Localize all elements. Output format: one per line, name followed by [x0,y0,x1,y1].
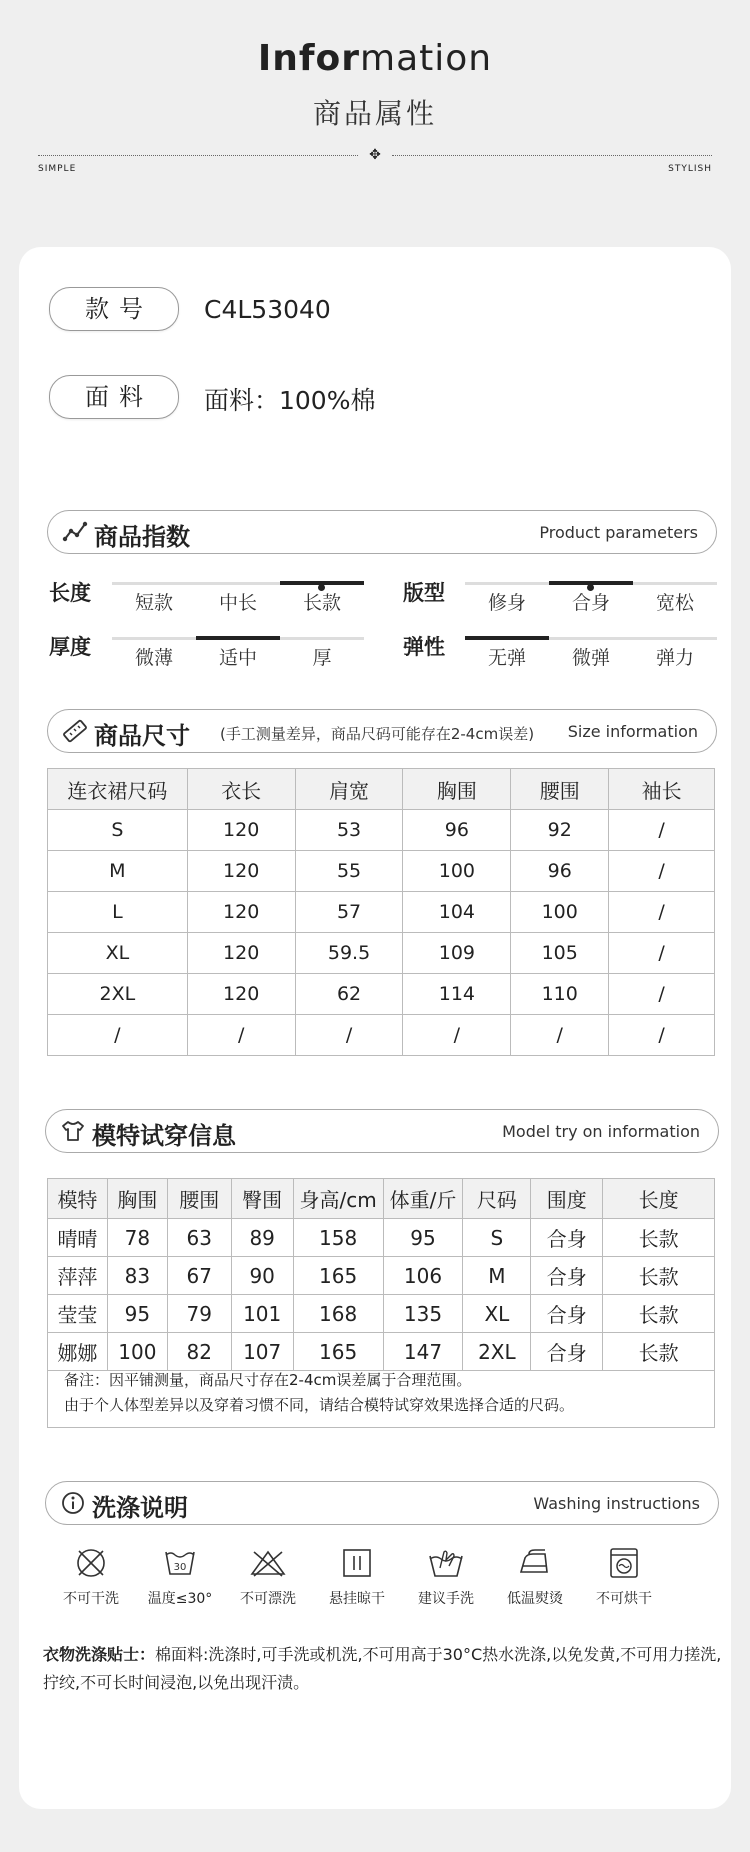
table-cell: 83 [107,1257,167,1295]
table-cell: 79 [167,1295,231,1333]
size-table-header [48,769,715,810]
style-number-value: C4L53040 [204,295,331,324]
wash-tips [43,1641,733,1697]
table-cell: 114 [403,974,511,1015]
table-cell: S [463,1219,531,1257]
table-cell: 120 [187,933,295,974]
model-header-height: 身高/cm [293,1179,383,1219]
cross-ornament-icon: ✥ [369,147,381,163]
elasticity-option-none: 无弹 [487,647,526,669]
model-info-header [45,1109,719,1153]
model-note-line-2: 由于个人体型差异以及穿着习惯不同，请结合模特试穿效果选择合适的尺码。 [64,1396,575,1414]
wash-label: 温度≤30° [147,1591,213,1607]
table-cell: 82 [167,1333,231,1371]
table-cell: XL [48,933,188,974]
table-cell: / [295,1015,403,1056]
model-header-name: 模特 [48,1179,108,1219]
table-cell: 135 [383,1295,463,1333]
thickness-label: 厚度 [49,635,91,659]
divider-right [392,155,712,156]
low-iron-icon [515,1546,555,1580]
ruler-icon [62,718,88,744]
thickness-bar-1-selected [196,636,280,640]
table-cell: 158 [293,1219,383,1257]
thickness-bar-0 [112,637,196,640]
size-header-waist: 腰围 [511,769,609,810]
table-cell: 100 [511,892,609,933]
thickness-option-thick: 厚 [312,647,332,669]
wash-label: 悬挂晾干 [329,1591,385,1607]
table-cell: 120 [187,810,295,851]
elasticity-bar-2 [633,637,717,640]
table-row [48,810,715,851]
size-info-header [47,709,717,753]
fabric-label: 面料 [49,375,179,419]
table-cell: M [463,1257,531,1295]
fit-bar-0 [465,582,549,585]
table-cell: 78 [107,1219,167,1257]
header-title-bold: Infor [257,38,361,79]
table-cell: 168 [293,1295,383,1333]
no-bleach-icon [248,1546,288,1580]
table-cell: 55 [295,851,403,892]
product-index-header [47,510,717,554]
length-option-short: 短款 [134,592,173,614]
length-option-medium: 中长 [218,592,257,614]
washing-title: 洗涤说明 [92,1494,188,1522]
model-header-length: 长度 [603,1179,715,1219]
size-info-title: 商品尺寸 [94,722,190,750]
length-bar-1 [196,582,280,585]
length-bar-0 [112,582,196,585]
table-cell: / [609,892,715,933]
size-info-en: Size information [567,722,698,741]
wash-item-no-bleach [226,1546,310,1608]
stylish-tag: STYLISH [668,164,712,174]
table-row [48,1295,715,1333]
line-chart-icon [62,519,88,545]
table-cell: / [609,851,715,892]
thickness-option-thin: 微薄 [134,647,173,669]
table-cell: 53 [295,810,403,851]
table-cell: 100 [403,851,511,892]
table-row [48,1257,715,1295]
elasticity-label: 弹性 [403,635,445,659]
fit-bar-2 [633,582,717,585]
table-cell: 104 [403,892,511,933]
table-cell: / [187,1015,295,1056]
model-header-waist: 腰围 [167,1179,231,1219]
table-cell: 57 [295,892,403,933]
table-cell: 晴晴 [48,1219,108,1257]
table-cell: 合身 [531,1333,603,1371]
table-cell: / [609,810,715,851]
thickness-bar-2 [280,637,364,640]
table-cell: 96 [403,810,511,851]
simple-tag: SIMPLE [38,164,77,174]
table-cell: M [48,851,188,892]
table-cell: / [48,1015,188,1056]
table-cell: 长款 [603,1219,715,1257]
table-cell: 长款 [603,1257,715,1295]
style-number-label: 款号 [49,287,179,331]
wash-tips-label: 衣物洗涤贴士： [43,1645,156,1664]
table-row [48,933,715,974]
wash-item-temp [138,1546,222,1608]
model-header-hip: 臀围 [231,1179,293,1219]
info-circle-icon [60,1490,86,1516]
thickness-option-medium: 适中 [218,647,257,669]
table-cell: / [609,933,715,974]
model-header-fit: 围度 [531,1179,603,1219]
table-cell: 89 [231,1219,293,1257]
table-row [48,1219,715,1257]
table-cell: 101 [231,1295,293,1333]
table-cell: 2XL [463,1333,531,1371]
header-title [0,38,750,79]
table-cell: / [609,974,715,1015]
table-cell: 2XL [48,974,188,1015]
table-cell: 120 [187,851,295,892]
elasticity-option-stretch: 弹力 [655,647,694,669]
table-cell: 92 [511,810,609,851]
table-cell: L [48,892,188,933]
wash-tips-text: 棉面料:洗涤时,可手洗或机洗,不可用高于30°C热水洗涤,以免发黄,不可用力搓洗,拧绞,不可长时间浸泡,以免出现汗渍。 [43,1645,722,1692]
table-cell: 147 [383,1333,463,1371]
wash-30-icon [162,1546,198,1580]
no-tumble-dry-icon [606,1546,642,1580]
wash-item-hand-wash [404,1546,488,1608]
elasticity-bar-0-selected [465,636,549,640]
no-dry-clean-icon [73,1546,109,1580]
page-header [0,0,750,240]
size-header-chest: 胸围 [403,769,511,810]
length-label: 长度 [49,581,91,605]
model-header-size: 尺码 [463,1179,531,1219]
table-cell: 62 [295,974,403,1015]
model-table [47,1178,715,1371]
table-cell: / [511,1015,609,1056]
table-cell: 107 [231,1333,293,1371]
table-cell: 95 [107,1295,167,1333]
table-cell: 合身 [531,1257,603,1295]
length-option-long: 长款 [302,592,341,614]
table-cell: 165 [293,1333,383,1371]
table-cell: 109 [403,933,511,974]
wash-item-hang-dry [315,1546,399,1608]
fit-option-regular: 合身 [571,592,610,614]
header-subtitle: 商品属性 [312,97,437,130]
table-cell: 100 [107,1333,167,1371]
table-cell: 96 [511,851,609,892]
size-table [47,768,715,1056]
table-cell: 59.5 [295,933,403,974]
tshirt-icon [60,1118,86,1144]
hang-dry-icon [339,1546,375,1580]
table-cell: S [48,810,188,851]
fabric-value: 面料：100%棉 [204,386,376,415]
table-row [48,974,715,1015]
table-cell: 合身 [531,1295,603,1333]
washing-header [45,1481,719,1525]
table-cell: 165 [293,1257,383,1295]
divider-left [38,155,358,156]
product-index-title: 商品指数 [94,523,190,551]
wash-item-no-dry-clean [49,1546,133,1608]
elasticity-option-slight: 微弹 [571,647,610,669]
model-note-line-1: 备注：因平铺测量，商品尺寸存在2-4cm误差属于合理范围。 [64,1371,472,1389]
table-cell: XL [463,1295,531,1333]
model-note-box [47,1361,715,1428]
model-header-weight: 体重/斤 [383,1179,463,1219]
table-cell: 长款 [603,1295,715,1333]
model-table-header [48,1179,715,1219]
table-cell: 105 [511,933,609,974]
table-row [48,892,715,933]
fit-option-slim: 修身 [487,592,526,614]
model-info-en: Model try on information [502,1122,700,1141]
table-cell: 长款 [603,1333,715,1371]
table-row [48,1015,715,1056]
wash-label: 低温熨烫 [507,1591,563,1607]
model-header-chest: 胸围 [107,1179,167,1219]
table-row [48,851,715,892]
table-cell: 120 [187,974,295,1015]
product-index-en: Product parameters [539,523,698,542]
wash-temp-text: 30 [173,1562,187,1573]
wash-label: 不可干洗 [63,1591,119,1607]
table-cell: / [403,1015,511,1056]
table-cell: 95 [383,1219,463,1257]
table-cell: 萍萍 [48,1257,108,1295]
size-header-size: 连衣裙尺码 [48,769,188,810]
table-cell: 莹莹 [48,1295,108,1333]
table-cell: 娜娜 [48,1333,108,1371]
elasticity-bar-1 [549,637,633,640]
wash-label: 建议手洗 [418,1591,474,1607]
info-card [19,247,731,1809]
wash-label: 不可烘干 [596,1591,652,1607]
table-cell: 110 [511,974,609,1015]
size-header-length: 衣长 [187,769,295,810]
table-cell: 120 [187,892,295,933]
wash-item-low-iron [493,1546,577,1608]
fit-option-loose: 宽松 [655,592,694,614]
size-header-shoulder: 肩宽 [295,769,403,810]
size-header-sleeve: 袖长 [609,769,715,810]
table-cell: 合身 [531,1219,603,1257]
table-cell: / [609,1015,715,1056]
table-cell: 90 [231,1257,293,1295]
header-title-rest: mation [360,38,493,79]
wash-item-no-tumble [582,1546,666,1608]
fit-label: 版型 [403,581,445,605]
wash-label: 不可漂洗 [240,1591,296,1607]
table-cell: 63 [167,1219,231,1257]
model-info-title: 模特试穿信息 [92,1122,236,1150]
size-info-note: (手工测量差异，商品尺码可能存在2-4cm误差) [220,725,535,743]
table-cell: 106 [383,1257,463,1295]
hand-wash-icon [426,1546,466,1580]
table-cell: 67 [167,1257,231,1295]
washing-en: Washing instructions [533,1494,700,1513]
